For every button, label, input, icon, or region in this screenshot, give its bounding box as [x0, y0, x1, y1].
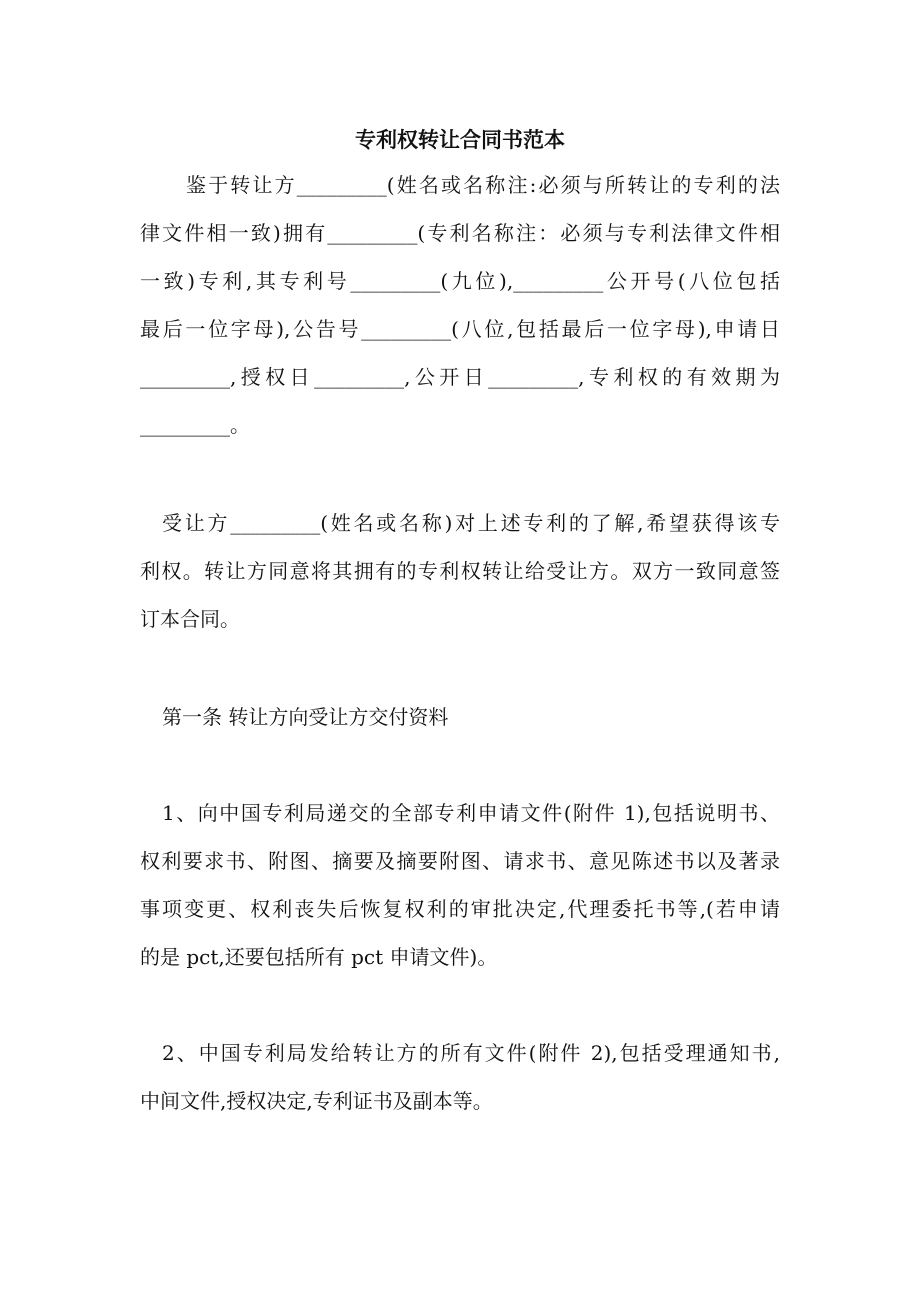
text-line: _________,授权日_________,公开日_________,专利权的有效期为 [140, 365, 780, 389]
text-line: 事项变更、权利丧失后恢复权利的审批决定,代理委托书等,(若申请 [140, 897, 780, 921]
text-line: 中间文件,授权决定,专利证书及副本等。 [140, 1089, 493, 1113]
text-line: 鉴于转让方_________(姓名或名称注:必须与所转让的专利的法 [186, 173, 780, 197]
text-line: 利权。转让方同意将其拥有的专利权转让给受让方。双方一致同意签 [140, 559, 780, 583]
text-line: 权利要求书、附图、摘要及摘要附图、请求书、意见陈述书以及著录 [140, 849, 780, 873]
text-line: 的是 pct,还要包括所有 pct 申请文件)。 [140, 945, 498, 969]
document-title: 专利权转让合同书范本 [355, 128, 565, 152]
text-line: 受让方_________(姓名或名称)对上述专利的了解,希望获得该专 [162, 511, 780, 535]
text-line: 2、中国专利局发给转让方的所有文件(附件 2),包括受理通知书, [162, 1041, 780, 1065]
text-line: _________。 [140, 413, 250, 437]
text-line: 一致)专利,其专利号_________(九位),_________公开号(八位包括 [140, 269, 780, 293]
text-line: 最后一位字母),公告号_________(八位,包括最后一位字母),申请日 [140, 317, 780, 341]
article-1-heading: 第一条 转让方向受让方交付资料 [162, 705, 449, 729]
text-line: 1、向中国专利局递交的全部专利申请文件(附件 1),包括说明书、 [162, 801, 780, 825]
text-line: 律文件相一致)拥有_________(专利名称注：必须与专利法律文件相 [140, 221, 780, 245]
text-line: 订本合同。 [140, 607, 240, 631]
